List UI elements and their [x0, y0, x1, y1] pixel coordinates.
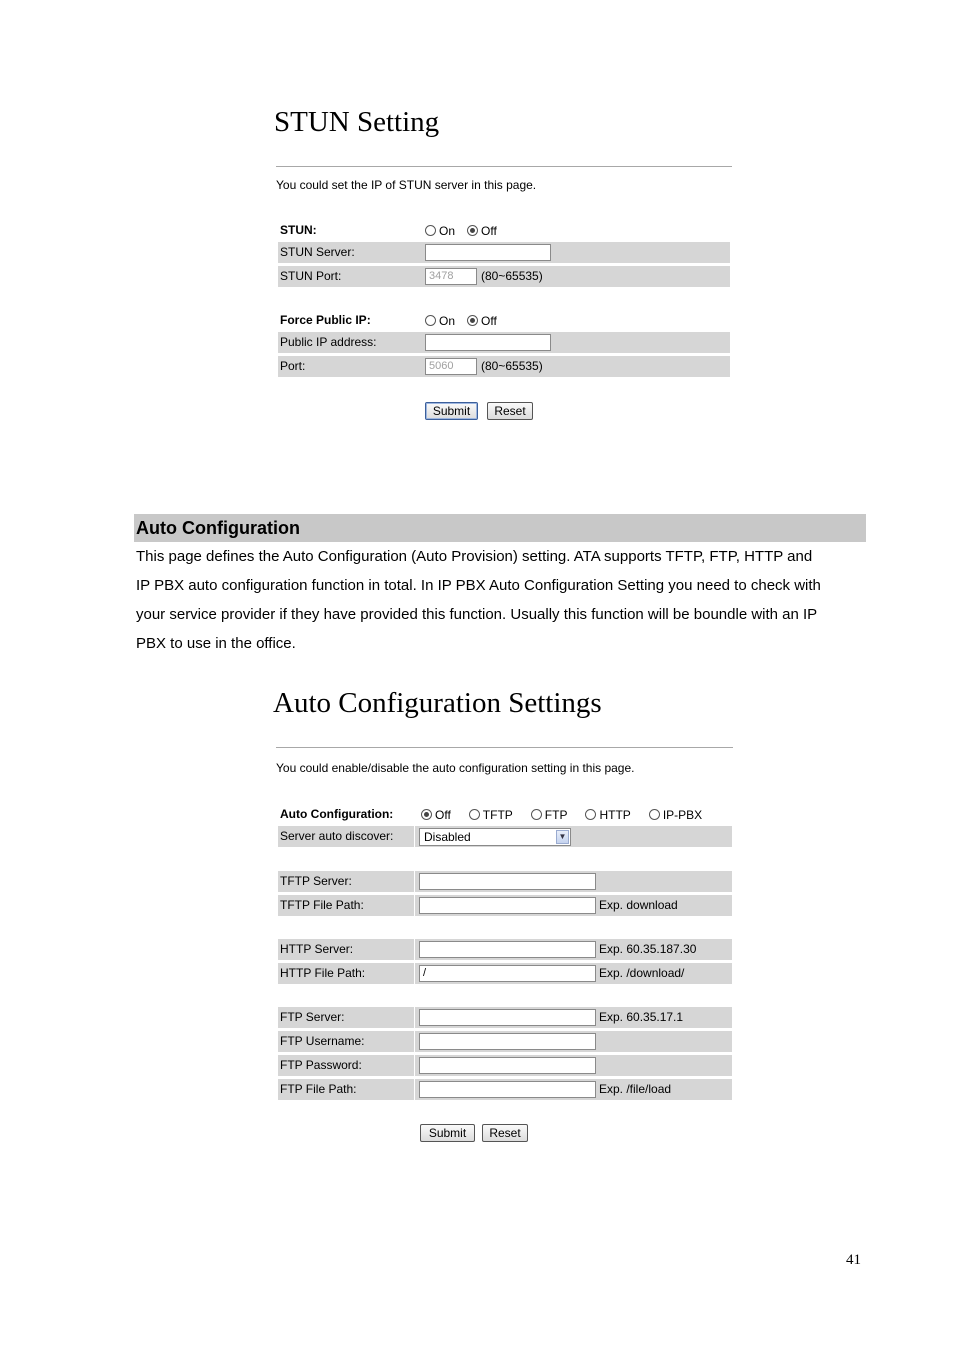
force-public-ip-row	[278, 310, 730, 331]
tftp-path-hint: Exp. download	[599, 898, 678, 912]
tftp-path-input[interactable]	[419, 897, 596, 914]
ftp-password-label: FTP Password:	[278, 1055, 414, 1076]
auto-submit-button[interactable]: Submit	[420, 1124, 475, 1142]
discover-selected-value: Disabled	[424, 830, 471, 844]
mode-ippbx-radio[interactable]	[649, 809, 660, 820]
stun-radio-group	[425, 220, 509, 241]
stun-off-radio[interactable]	[467, 225, 478, 236]
tftp-server-label: TFTP Server:	[278, 871, 414, 892]
http-server-label: HTTP Server:	[278, 939, 414, 960]
http-path-hint: Exp. /download/	[599, 966, 685, 980]
http-server-hint: Exp. 60.35.187.30	[599, 942, 697, 956]
mode-off-radio[interactable]	[421, 809, 432, 820]
public-port-input[interactable]: 5060	[425, 358, 477, 375]
paragraph-line: This page defines the Auto Configuration (Auto Provision) setting. ATA supports TFTP, FTP, HTTP and	[136, 548, 813, 565]
force-public-ip-radio-group	[425, 310, 509, 331]
stun-reset-button[interactable]: Reset	[487, 402, 533, 420]
ftp-server-row	[278, 1007, 732, 1028]
ftp-path-label: FTP File Path:	[278, 1079, 414, 1100]
discover-row	[278, 826, 732, 847]
stun-off-label: Off	[481, 223, 497, 238]
stun-on-radio[interactable]	[425, 225, 436, 236]
ftp-password-input[interactable]	[419, 1057, 596, 1074]
stun-submit-button[interactable]: Submit	[425, 402, 478, 420]
public-ip-label: Public IP address:	[278, 332, 420, 353]
stun-port-label: STUN Port:	[278, 266, 420, 287]
public-port-label: Port:	[278, 356, 420, 377]
discover-label: Server auto discover:	[278, 826, 414, 847]
mode-http-label: HTTP	[599, 807, 631, 822]
discover-select[interactable]	[419, 828, 571, 846]
ftp-username-row	[278, 1031, 732, 1052]
http-path-input[interactable]: /	[419, 965, 596, 982]
auto-divider	[276, 747, 733, 748]
stun-title: STUN Setting	[274, 106, 440, 138]
tftp-server-input[interactable]	[419, 873, 596, 890]
auto-description: You could enable/disable the auto configuration setting in this page.	[276, 761, 635, 775]
stun-toggle-row	[278, 220, 730, 241]
auto-mode-label: Auto Configuration:	[280, 807, 394, 821]
public-ip-row	[278, 332, 730, 353]
ftp-password-row	[278, 1055, 732, 1076]
tftp-path-row	[278, 895, 732, 916]
ftp-path-row	[278, 1079, 732, 1100]
tftp-server-row	[278, 871, 732, 892]
auto-reset-button[interactable]: Reset	[482, 1124, 528, 1142]
mode-off-label: Off	[435, 807, 451, 822]
stun-server-label: STUN Server:	[278, 242, 420, 263]
mode-ftp-radio[interactable]	[531, 809, 542, 820]
auto-mode-radio-group	[421, 804, 714, 825]
page-number: 41	[846, 1252, 861, 1268]
stun-server-row	[278, 242, 730, 263]
ftp-server-label: FTP Server:	[278, 1007, 414, 1028]
section-paragraph	[136, 542, 866, 658]
ftp-server-input[interactable]	[419, 1009, 596, 1026]
http-path-row	[278, 963, 732, 984]
ftp-username-input[interactable]	[419, 1033, 596, 1050]
stun-port-row	[278, 266, 730, 287]
http-server-row	[278, 939, 732, 960]
force-on-radio[interactable]	[425, 315, 436, 326]
stun-port-input[interactable]: 3478	[425, 268, 477, 285]
paragraph-line: your service provider if they have provided this function. Usually this function will be boundle with an IP	[136, 606, 818, 623]
tftp-path-label: TFTP File Path:	[278, 895, 414, 916]
ftp-username-label: FTP Username:	[278, 1031, 414, 1052]
force-on-label: On	[439, 313, 456, 328]
mode-ftp-label: FTP	[544, 807, 568, 822]
public-port-row	[278, 356, 730, 377]
stun-port-range: (80~65535)	[481, 269, 543, 283]
paragraph-line: IP PBX auto configuration function in total. In IP PBX Auto Configuration Setting you need to check with	[136, 577, 821, 594]
force-public-ip-label: Force Public IP:	[280, 313, 371, 327]
stun-label: STUN:	[280, 223, 317, 237]
auto-mode-row	[278, 804, 732, 825]
http-path-label: HTTP File Path:	[278, 963, 414, 984]
stun-server-input[interactable]	[425, 244, 551, 261]
http-server-input[interactable]	[419, 941, 596, 958]
stun-description: You could set the IP of STUN server in this page.	[276, 178, 537, 192]
auto-title: Auto Configuration Settings	[273, 687, 602, 719]
paragraph-line: PBX to use in the office.	[136, 635, 296, 652]
stun-on-label: On	[439, 223, 456, 238]
public-ip-input[interactable]	[425, 334, 551, 351]
mode-http-radio[interactable]	[585, 809, 596, 820]
mode-tftp-label: TFTP	[482, 807, 513, 822]
force-off-radio[interactable]	[467, 315, 478, 326]
chevron-down-icon[interactable]: ▼	[556, 830, 569, 844]
mode-ippbx-label: IP-PBX	[662, 807, 703, 822]
stun-divider	[276, 166, 732, 167]
ftp-path-input[interactable]	[419, 1081, 596, 1098]
section-heading: Auto Configuration	[134, 514, 866, 542]
mode-tftp-radio[interactable]	[469, 809, 480, 820]
force-off-label: Off	[481, 313, 497, 328]
ftp-path-hint: Exp. /file/load	[599, 1082, 672, 1096]
ftp-server-hint: Exp. 60.35.17.1	[599, 1010, 684, 1024]
public-port-range: (80~65535)	[481, 359, 543, 373]
